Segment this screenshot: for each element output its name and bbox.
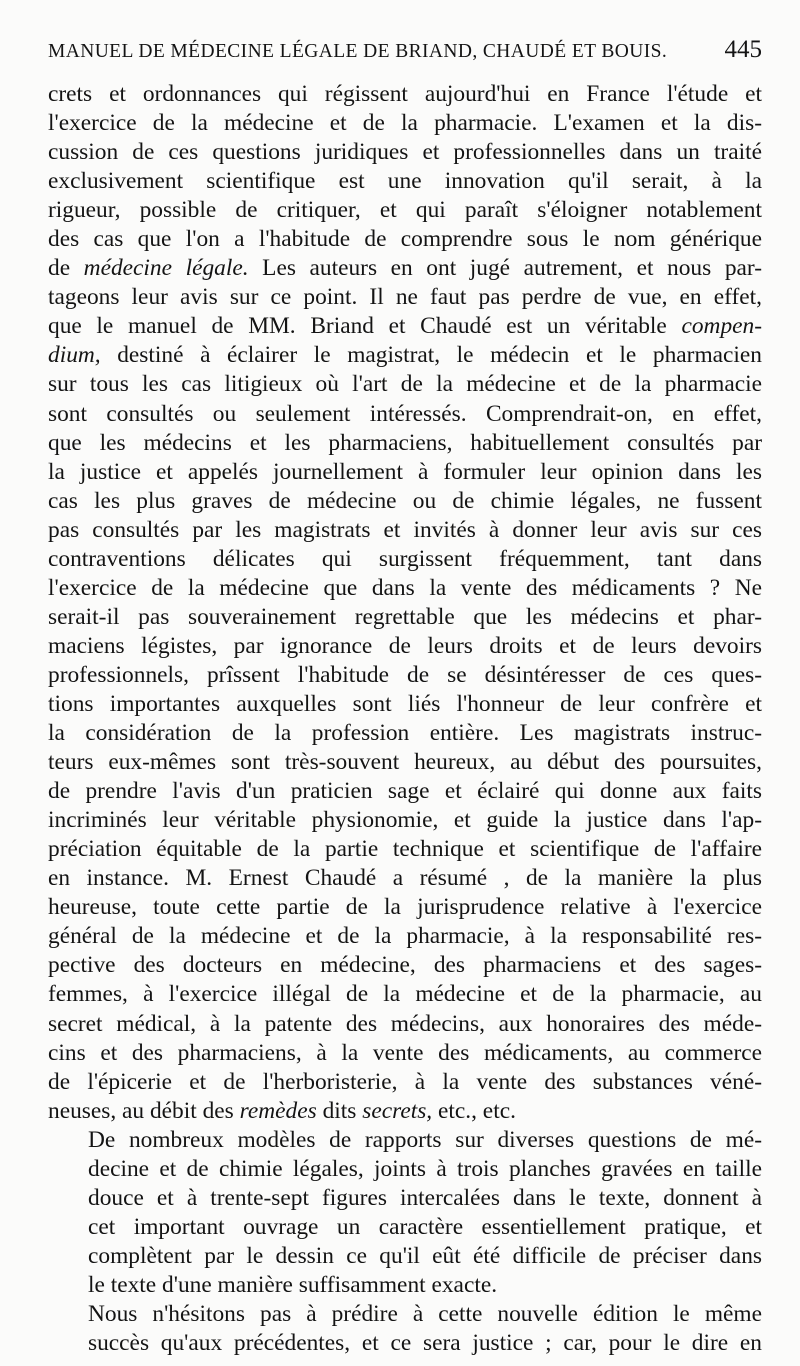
text-line: la considération de la profession entière. Les magistrats instruc- [48, 720, 762, 747]
italic-term: compen- [681, 313, 762, 340]
text-line: incriminés leur véritable physionomie, et guide la justice dans l'ap- [48, 807, 762, 834]
italic-term: secrets, [362, 1097, 433, 1124]
paragraph-2 [48, 1126, 762, 1300]
text-run: dits [316, 1097, 363, 1124]
text-line: rigueur, possible de critiquer, et qui paraît s'éloigner notablement [48, 197, 762, 224]
text-line: femmes, à l'exercice illégal de la médecine et de la pharmacie, au [48, 981, 762, 1008]
text-run: de [48, 255, 84, 282]
text-line: teurs eux-mêmes sont très-souvent heureux, au début des poursuites, [48, 749, 762, 776]
text-line: la justice et appelés journellement à formuler leur opinion dans les [48, 458, 762, 485]
text-line: pective des docteurs en médecine, des pharmaciens et des sages- [48, 952, 762, 979]
text-line: de l'épicerie et de l'herboristerie, à la vente des substances véné- [48, 1068, 762, 1095]
text-line: sont consultés ou seulement intéressés. Comprendrait-on, en effet, [48, 400, 762, 427]
text-run: destiné à éclairer le magistrat, le médecin et le pharmacien [100, 342, 762, 369]
text-line [48, 1097, 762, 1126]
text-line [48, 254, 762, 283]
running-header [48, 36, 762, 80]
text-line: l'exercice de la médecine que dans la vente des médicaments ? Ne [48, 574, 762, 601]
text-line: sur tous les cas litigieux où l'art de la médecine et de la pharmacie [48, 371, 762, 398]
text-line: tageons leur avis sur ce point. Il ne faut pas perdre de vue, en effet, [48, 284, 762, 311]
text-line: le texte d'une manière suffisamment exacte. [88, 1271, 498, 1298]
text-line: crets et ordonnances qui régissent aujourd'hui en France l'étude et [48, 81, 762, 107]
text-line: cet important ouvrage un caractère essentiellement pratique, et [88, 1213, 762, 1240]
text-line: serait-il pas souverainement regrettable que les médecins et phar- [48, 603, 762, 630]
text-line: douce et à trente-sept figures intercalées dans le texte, donnent à [88, 1184, 762, 1211]
text-run: que le manuel de MM. Briand et Chaudé est un véritable [48, 313, 682, 340]
text-line: préciation équitable de la partie technique et scientifique de l'affaire [48, 836, 762, 863]
italic-term: remèdes [239, 1097, 317, 1124]
text-line: pas consultés par les magistrats et invités à donner leur avis sur ces [48, 516, 762, 543]
text-run: etc., etc. [432, 1097, 516, 1124]
paragraph-3 [48, 1300, 762, 1358]
text-line: cins et des pharmaciens, à la vente des médicaments, au commerce [48, 1039, 762, 1066]
text-run: neuses, au débit des [48, 1097, 240, 1124]
running-title: MANUEL DE MÉDECINE LÉGALE DE BRIAND, CHAUDÉ ET BOUIS. [48, 41, 668, 62]
italic-term: médecine légale. [83, 255, 249, 282]
text-line: maciens légistes, par ignorance de leurs droits et de leurs devoirs [48, 632, 762, 659]
text-line: professionnels, prîssent l'habitude de se désintéresser de ces ques- [48, 661, 762, 688]
text-line: heureuse, toute cette partie de la jurisprudence relative à l'exercice [48, 894, 762, 921]
text-line: l'exercice de la médecine et de la pharmacie. L'examen et la dis- [48, 110, 762, 137]
text-line: De nombreux modèles de rapports sur diverses questions de mé- [88, 1126, 762, 1153]
paragraph-1 [48, 80, 762, 1126]
text-line [48, 312, 762, 341]
text-line: tions importantes auxquelles sont liés l'honneur de leur confrère et [48, 690, 762, 717]
text-line: contraventions délicates qui surgissent fréquemment, tant dans [48, 545, 762, 572]
text-line: que les médecins et les pharmaciens, habituellement consultés par [48, 429, 762, 456]
text-line: en instance. M. Ernest Chaudé a résumé , de la manière la plus [48, 865, 762, 892]
text-line: succès qu'aux précédentes, et ce sera justice ; car, pour le dire en [88, 1330, 762, 1357]
italic-term: dium, [48, 342, 101, 369]
text-line: cas les plus graves de médecine ou de chimie légales, ne fussent [48, 487, 762, 514]
text-line: exclusivement scientifique est une innovation qu'il serait, à la [48, 168, 762, 195]
text-line: cussion de ces questions juridiques et professionnelles dans un traité [48, 139, 762, 166]
body-text [48, 80, 762, 1358]
text-line: secret médical, à la patente des médecins, aux honoraires des méde- [48, 1010, 762, 1037]
text-line: de prendre l'avis d'un praticien sage et éclairé qui donne aux faits [48, 778, 762, 805]
text-line: complètent par le dessin ce qu'il eût été difficile de préciser dans [88, 1242, 762, 1269]
text-line: Nous n'hésitons pas à prédire à cette nouvelle édition le même [88, 1300, 762, 1327]
text-line: des cas que l'on a l'habitude de comprendre sous le nom générique [48, 226, 762, 253]
text-line: général de la médecine et de la pharmacie, à la responsabilité res- [48, 923, 762, 950]
text-line [48, 341, 762, 370]
text-line: decine et de chimie légales, joints à trois planches gravées en taille [88, 1155, 762, 1182]
page-number: 445 [724, 36, 762, 63]
text-run: Les auteurs en ont jugé autrement, et nous par- [248, 255, 763, 282]
